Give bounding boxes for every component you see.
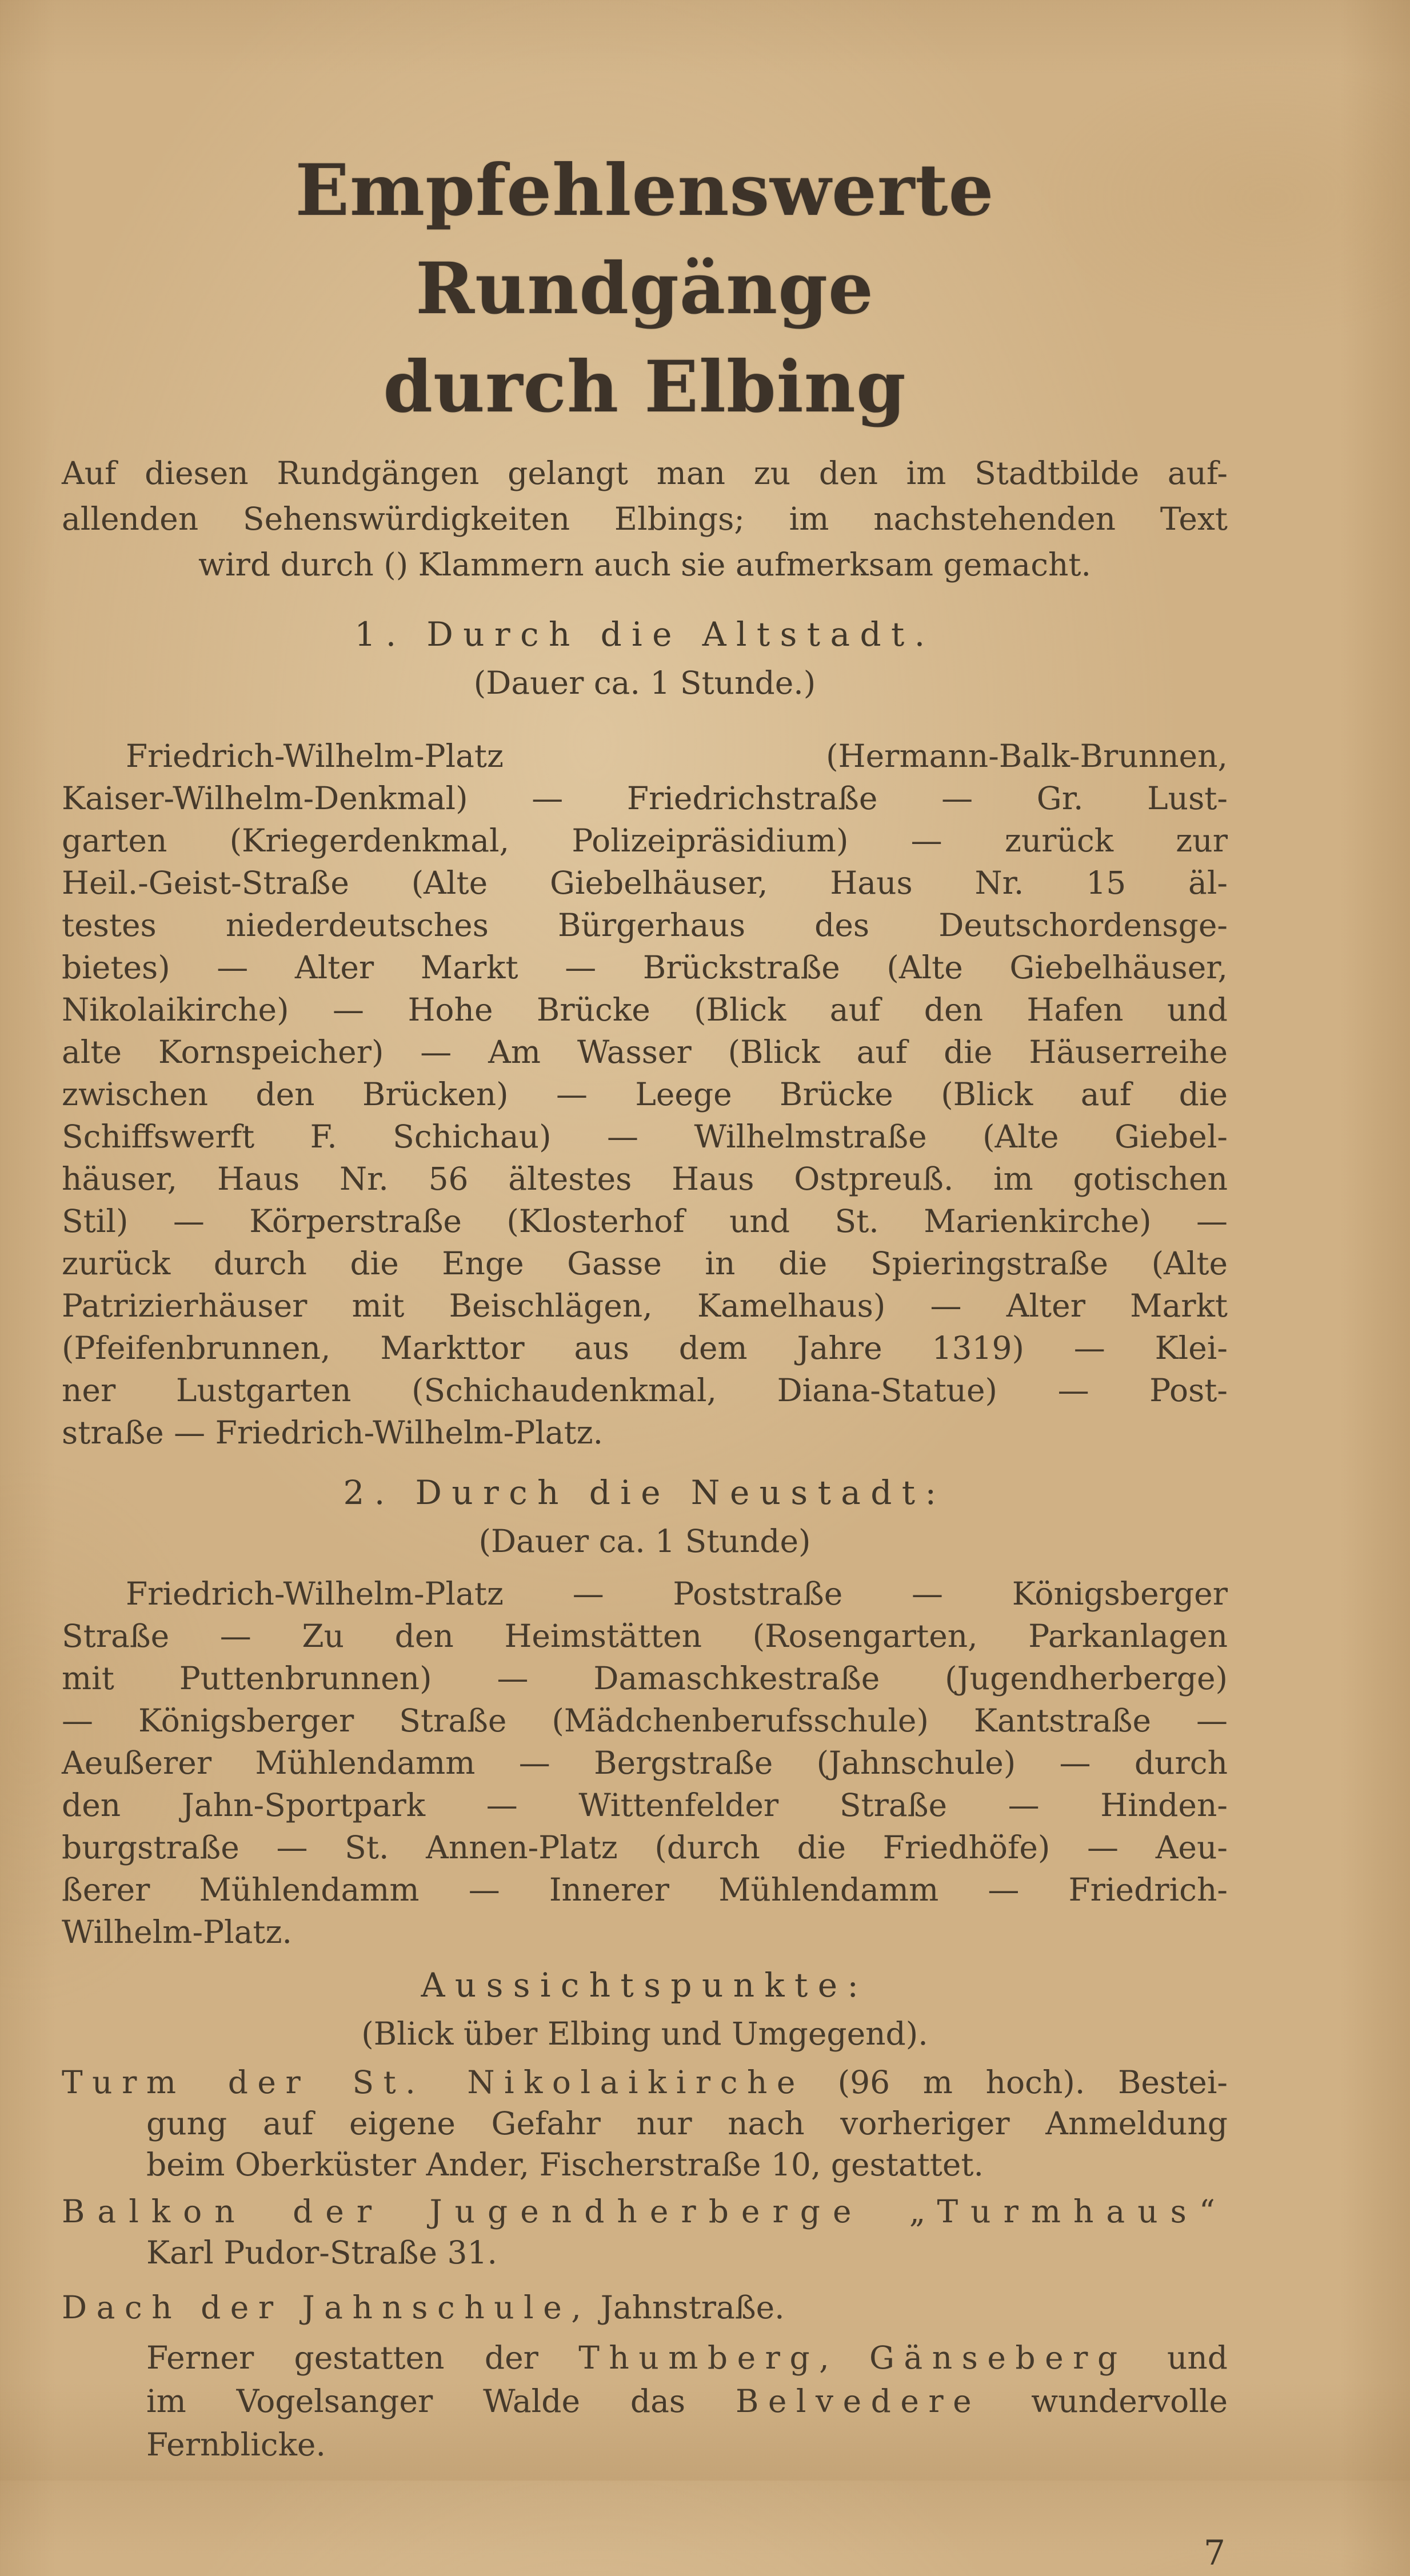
note-place: Thumberg <box>578 2339 820 2376</box>
note-place: Gänseberg <box>869 2339 1127 2376</box>
route-line: — Königsberger Straße (Mädchenberufsschule) Kantstraße — <box>62 1702 1228 1739</box>
viewpoint-name: Turm der St. Nikolaikirche <box>62 2064 805 2101</box>
note-text: , <box>819 2339 869 2376</box>
route-line: testes niederdeutsches Bürgerhaus des Deutschordensge- <box>62 907 1228 943</box>
section-2-route <box>62 1573 1228 1953</box>
route-line: Friedrich-Wilhelm-Platz (Hermann-Balk-Brunnen, <box>126 738 1228 774</box>
viewpoint-entry-line: Karl Pudor-Straße 31. <box>146 2234 497 2271</box>
route-line: Schiffswerft F. Schichau) — Wilhelmstraße (Alte Giebel- <box>62 1118 1228 1155</box>
route-line: häuser, Haus Nr. 56 ältestes Haus Ostpreuß. im gotischen <box>62 1161 1228 1197</box>
section-1-route <box>62 735 1228 1454</box>
page-title <box>62 142 1228 437</box>
route-line: Nikolaikirche) — Hohe Brücke (Blick auf den Hafen und <box>62 991 1228 1028</box>
route-line: zurück durch die Enge Gasse in die Spieringstraße (Alte <box>62 1245 1228 1282</box>
route-line: Kaiser-Wilhelm-Denkmal) — Friedrichstraße — Gr. Lust- <box>62 780 1228 817</box>
viewpoint-name: Balkon der Jugendherberge „Turmhaus“ <box>62 2193 1228 2230</box>
intro-line: Auf diesen Rundgängen gelangt man zu den im Stadtbilde auf- <box>62 455 1228 491</box>
intro-line: allenden Sehenswürdigkeiten Elbings; im nachstehenden Text <box>62 501 1228 537</box>
section-1-heading: 1. Durch die Altstadt. <box>354 615 935 654</box>
page-title-line-2: durch Elbing <box>383 346 906 429</box>
intro-line: wird durch () Klammern auch sie aufmerksam gemacht. <box>198 546 1092 583</box>
note-text: im Vogelsanger Walde das <box>146 2383 736 2419</box>
route-line: burgstraße — St. Annen-Platz (durch die Friedhöfe) — Aeu- <box>62 1829 1228 1866</box>
viewpoint-detail: (96 m hoch). Bestei- <box>805 2064 1228 2101</box>
route-line: den Jahn-Sportpark — Wittenfelder Straße — Hinden- <box>62 1787 1228 1823</box>
intro-paragraph <box>62 450 1228 587</box>
viewpoint-entry-line: gung auf eigene Gefahr nur nach vorheriger Anmeldung <box>146 2105 1228 2142</box>
route-line: bietes) — Alter Markt — Brückstraße (Alte Giebelhäuser, <box>62 949 1228 986</box>
note-text: wundervolle <box>981 2383 1228 2419</box>
viewpoints-note-line <box>146 2336 1228 2379</box>
page-number: 7 <box>1203 2533 1225 2573</box>
viewpoints-note-line <box>146 2379 1228 2423</box>
viewpoint-entry-balkon <box>62 2191 1228 2273</box>
viewpoint-entry-line <box>62 2287 1228 2328</box>
section-2-duration-note: (Dauer ca. 1 Stunde) <box>478 1523 811 1559</box>
viewpoint-entry-line <box>62 2062 1228 2103</box>
route-line: (Pfeifenbrunnen, Markttor aus dem Jahre 1319) — Klei- <box>62 1330 1228 1366</box>
section-2-heading: 2. Durch die Neustadt: <box>343 1473 946 1512</box>
viewpoints-heading: Aussichtspunkte: <box>421 1966 869 2005</box>
viewpoint-name: Dach der Jahnschule, <box>62 2289 591 2326</box>
route-line: Aeußerer Mühlendamm — Bergstraße (Jahnschule) — durch <box>62 1745 1228 1781</box>
route-line: Patrizierhäuser mit Beischlägen, Kamelhaus) — Alter Markt <box>62 1287 1228 1324</box>
route-line: mit Puttenbrunnen) — Damaschkestraße (Jugendherberge) <box>62 1660 1228 1697</box>
route-line: Wilhelm-Platz. <box>62 1914 292 1950</box>
page-title-line-1: Empfehlenswerte Rundgänge <box>295 149 994 330</box>
page-content <box>62 0 1228 2576</box>
route-line: ner Lustgarten (Schichaudenkmal, Diana-Statue) — Post- <box>62 1372 1228 1409</box>
viewpoint-detail: Jahnstraße. <box>590 2289 785 2326</box>
note-place: Belvedere <box>735 2383 981 2419</box>
viewpoint-entry-line: beim Oberküster Ander, Fischerstraße 10, gestattet. <box>146 2146 984 2183</box>
viewpoint-entry-line <box>62 2191 1228 2232</box>
route-line: Friedrich-Wilhelm-Platz — Poststraße — Königsberger <box>126 1575 1228 1612</box>
viewpoints-subheading: (Blick über Elbing und Umgegend). <box>361 2015 928 2052</box>
route-line: ßerer Mühlendamm — Innerer Mühlendamm — Friedrich- <box>62 1871 1228 1908</box>
viewpoints-note-line: Fernblicke. <box>146 2426 326 2463</box>
viewpoint-entry-turm <box>62 2062 1228 2185</box>
route-line: Straße — Zu den Heimstätten (Rosengarten, Parkanlagen <box>62 1618 1228 1654</box>
route-line: alte Kornspeicher) — Am Wasser (Blick auf die Häuserreihe <box>62 1034 1228 1070</box>
section-1-duration-note: (Dauer ca. 1 Stunde.) <box>473 665 816 701</box>
note-text: Ferner gestatten der <box>146 2339 579 2376</box>
route-line: Stil) — Körperstraße (Klosterhof und St. Marienkirche) — <box>62 1203 1228 1239</box>
viewpoints-note <box>62 2336 1228 2466</box>
route-line: garten (Kriegerdenkmal, Polizeipräsidium) — zurück zur <box>62 822 1228 859</box>
note-text: und <box>1127 2339 1228 2376</box>
viewpoint-entry-dach <box>62 2287 1228 2328</box>
route-line: zwischen den Brücken) — Leege Brücke (Blick auf die <box>62 1076 1228 1113</box>
route-line: straße — Friedrich-Wilhelm-Platz. <box>62 1414 604 1451</box>
route-line: Heil.-Geist-Straße (Alte Giebelhäuser, Haus Nr. 15 äl- <box>62 865 1228 901</box>
